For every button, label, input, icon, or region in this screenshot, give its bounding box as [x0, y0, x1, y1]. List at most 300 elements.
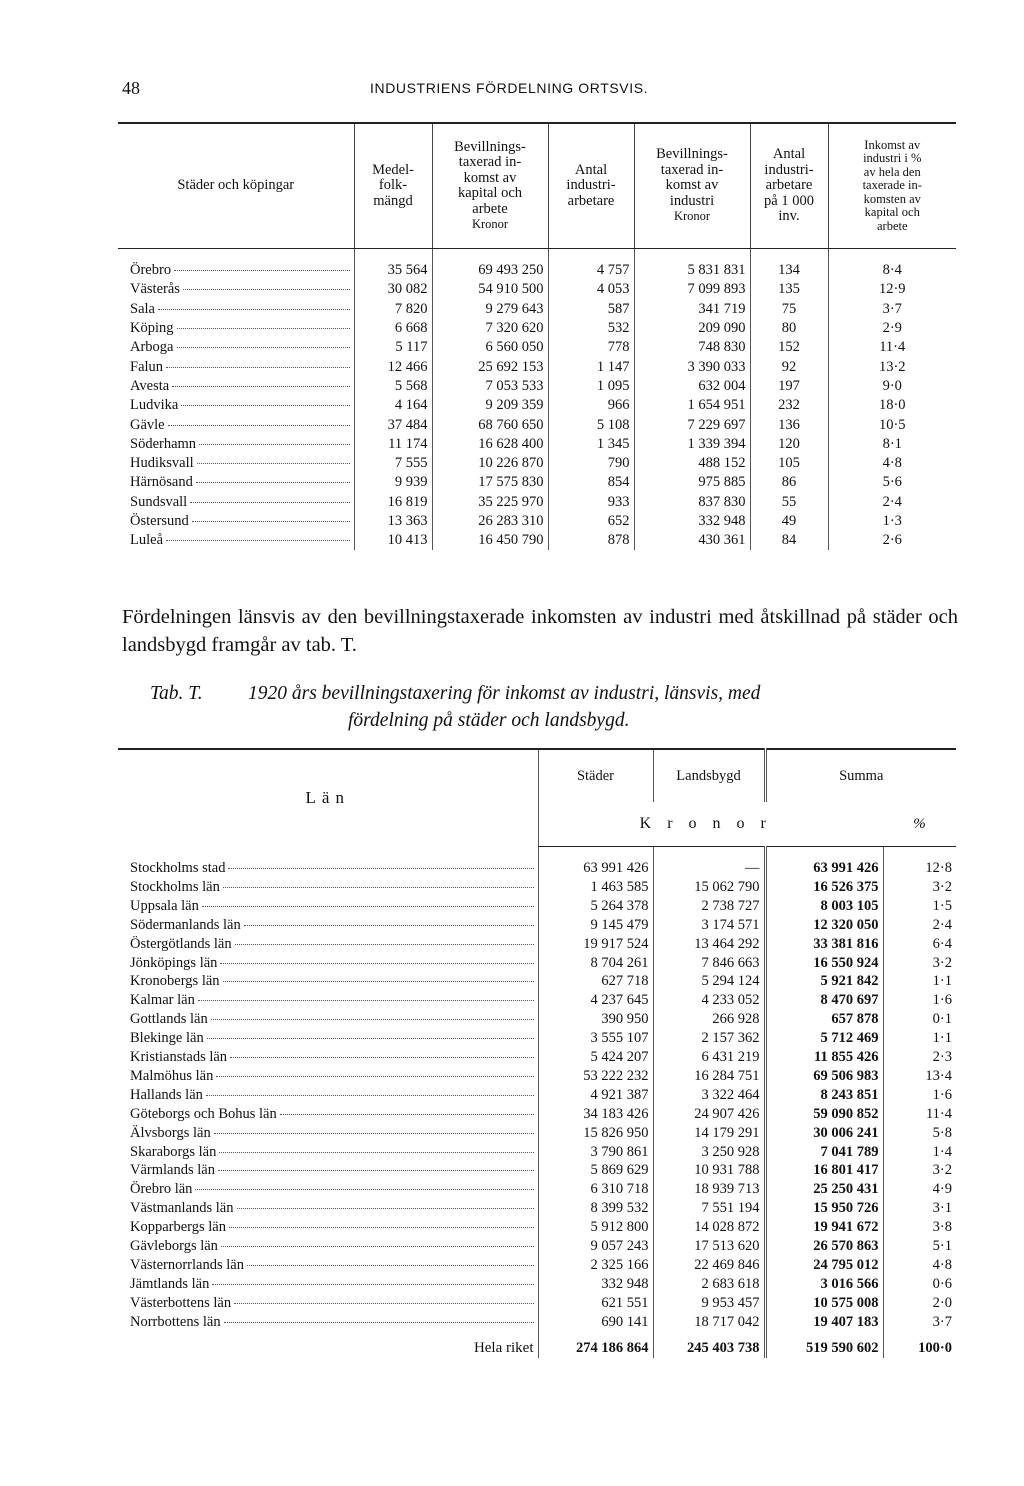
name-wrap [118, 1218, 538, 1237]
cell-share: 12·9 [828, 280, 956, 299]
cell-share: 2·4 [828, 493, 956, 512]
row-label: Söderhamn [130, 435, 197, 452]
row-name [118, 300, 354, 319]
leader-dots [199, 444, 349, 445]
leader-dots [237, 1208, 534, 1209]
row-label: Västernorrlands län [130, 1256, 244, 1273]
cell-pop: 7 555 [354, 454, 432, 473]
leader-dots [280, 1114, 534, 1115]
cell-workers: 4 757 [548, 249, 634, 281]
share-header-line: av hela den [863, 164, 921, 179]
name-wrap [118, 1180, 538, 1199]
table-row [118, 1048, 956, 1067]
cell-percent: 3·7 [883, 1312, 956, 1331]
page-number: 48 [122, 78, 140, 98]
leader-dots [220, 963, 533, 964]
cell-workers: 652 [548, 512, 634, 531]
table-row [118, 1312, 956, 1331]
cell-landsbygd: 15 062 790 [653, 878, 765, 897]
table-header-row [118, 123, 956, 249]
row-name [118, 847, 538, 878]
cell-stader: 53 222 232 [538, 1067, 653, 1086]
tax-industry-header-line: Bevillnings- [656, 146, 728, 163]
cell-percent: 0·1 [883, 1010, 956, 1029]
row-label: Härnösand [130, 474, 193, 491]
cell-stader: 621 551 [538, 1293, 653, 1312]
row-name [118, 897, 538, 916]
row-label: Uppsala län [130, 897, 199, 914]
cell-pop: 6 668 [354, 319, 432, 338]
table-row [118, 1086, 956, 1105]
cell-per-1000: 152 [750, 338, 828, 357]
name-wrap [118, 1294, 538, 1313]
name-wrap [118, 416, 354, 435]
table-row [118, 1237, 956, 1256]
cell-stader: 5 912 800 [538, 1218, 653, 1237]
name-wrap [118, 454, 354, 473]
total-percent: 100·0 [883, 1331, 956, 1358]
leader-dots [172, 386, 349, 387]
cell-stader: 6 310 718 [538, 1180, 653, 1199]
leader-dots [224, 1322, 534, 1323]
cell-landsbygd: 18 939 713 [653, 1180, 765, 1199]
cell-tax-industry: 1 654 951 [634, 396, 750, 415]
cell-per-1000: 232 [750, 396, 828, 415]
cell-landsbygd: 4 233 052 [653, 991, 765, 1010]
caption-line-2: fördelning på städer och landsbygd. [348, 710, 630, 731]
cell-stader: 19 917 524 [538, 935, 653, 954]
tax-capital-header-line: arbete [472, 200, 508, 217]
table-row [118, 1275, 956, 1294]
table-row [118, 300, 956, 319]
share-header-line: industri i % [863, 151, 922, 166]
row-name [118, 357, 354, 376]
cell-per-1000: 75 [750, 300, 828, 319]
col-header-city: Städer och köpingar [118, 123, 354, 249]
row-name [118, 991, 538, 1010]
workers-header-line: Antal [574, 161, 608, 178]
cell-per-1000: 84 [750, 531, 828, 550]
cell-workers: 1 345 [548, 435, 634, 454]
cell-workers: 790 [548, 454, 634, 473]
leader-dots [206, 1095, 534, 1096]
name-wrap [118, 935, 538, 954]
total-summa: 519 590 602 [765, 1331, 883, 1358]
leader-dots [166, 367, 349, 368]
name-wrap [118, 916, 538, 935]
leader-dots [158, 309, 350, 310]
cell-percent: 1·6 [883, 991, 956, 1010]
table-row [118, 531, 956, 550]
name-wrap [118, 1313, 538, 1332]
cell-share: 9·0 [828, 377, 956, 396]
row-label: Hallands län [130, 1086, 203, 1103]
leader-dots [228, 868, 533, 869]
cell-percent: 2·3 [883, 1048, 956, 1067]
row-name [118, 916, 538, 935]
cell-tax-capital: 69 493 250 [432, 249, 548, 281]
row-name [118, 377, 354, 396]
leader-dots [214, 1133, 534, 1134]
cell-tax-industry: 837 830 [634, 493, 750, 512]
cell-percent: 1·1 [883, 1029, 956, 1048]
cell-pop: 4 164 [354, 396, 432, 415]
row-label: Sala [130, 300, 155, 317]
per-1000-header-line: på 1 000 [764, 192, 814, 209]
cell-tax-capital: 68 760 650 [432, 415, 548, 434]
row-name [118, 512, 354, 531]
cell-workers: 4 053 [548, 280, 634, 299]
tax-industry-header-line: taxerad in- [660, 161, 724, 178]
cell-pop: 37 484 [354, 415, 432, 434]
row-name [118, 1199, 538, 1218]
row-name [118, 1161, 538, 1180]
cell-percent: 0·6 [883, 1275, 956, 1294]
name-wrap [118, 493, 354, 512]
name-wrap [118, 1105, 538, 1124]
name-wrap [118, 954, 538, 973]
row-label: Skaraborgs län [130, 1143, 217, 1160]
caption-line-1: 1920 års bevillningstaxering för inkomst av industri, länsvis, med [248, 683, 761, 704]
table-row [118, 991, 956, 1010]
cell-landsbygd: 18 717 042 [653, 1312, 765, 1331]
cell-share: 13·2 [828, 357, 956, 376]
cell-workers: 1 095 [548, 377, 634, 396]
cell-stader: 690 141 [538, 1312, 653, 1331]
table-row [118, 512, 956, 531]
cell-percent: 6·4 [883, 935, 956, 954]
table-row [118, 377, 956, 396]
cell-stader: 5 869 629 [538, 1161, 653, 1180]
table-row [118, 953, 956, 972]
cell-percent: 3·1 [883, 1199, 956, 1218]
row-name [118, 493, 354, 512]
per-1000-header-line: inv. [778, 208, 800, 225]
leader-dots [223, 981, 534, 982]
row-label: Ludvika [130, 397, 179, 414]
cell-per-1000: 134 [750, 249, 828, 281]
col-header-stader: Städer [538, 749, 653, 802]
cell-stader: 3 555 107 [538, 1029, 653, 1048]
name-wrap [118, 435, 354, 454]
cell-share: 10·5 [828, 415, 956, 434]
name-wrap [118, 396, 354, 415]
cell-workers: 878 [548, 531, 634, 550]
cell-tax-industry: 7 229 697 [634, 415, 750, 434]
row-label: Luleå [130, 532, 164, 549]
cell-percent: 1·4 [883, 1142, 956, 1161]
leader-dots [207, 1038, 534, 1039]
cell-landsbygd: 22 469 846 [653, 1256, 765, 1275]
cell-tax-industry: 332 948 [634, 512, 750, 531]
cell-workers: 5 108 [548, 415, 634, 434]
leader-dots [195, 1189, 533, 1190]
table-row [118, 1029, 956, 1048]
cell-pop: 11 174 [354, 435, 432, 454]
tax-industry-header-line: industri [669, 192, 715, 209]
row-label: Västerbottens län [130, 1294, 232, 1311]
table-row [118, 415, 956, 434]
cell-per-1000: 49 [750, 512, 828, 531]
cell-tax-capital: 6 560 050 [432, 338, 548, 357]
name-wrap [118, 531, 354, 550]
leader-dots [183, 289, 350, 290]
cell-percent: 3·2 [883, 1161, 956, 1180]
cell-summa: 8 243 851 [765, 1086, 883, 1105]
name-wrap [118, 1161, 538, 1180]
table-row [118, 878, 956, 897]
cell-stader: 9 057 243 [538, 1237, 653, 1256]
cell-landsbygd: 3 174 571 [653, 916, 765, 935]
cell-landsbygd: 3 250 928 [653, 1142, 765, 1161]
leader-dots [234, 1303, 533, 1304]
cell-stader: 390 950 [538, 1010, 653, 1029]
row-label: Malmöhus län [130, 1067, 214, 1084]
cell-stader: 5 264 378 [538, 897, 653, 916]
cell-summa: 7 041 789 [765, 1142, 883, 1161]
row-label: Kristianstads län [130, 1049, 228, 1066]
table-row [118, 1105, 956, 1124]
cell-tax-industry: 3 390 033 [634, 357, 750, 376]
table-header-row [118, 749, 956, 802]
name-wrap [118, 473, 354, 492]
total-stader: 274 186 864 [538, 1331, 653, 1358]
table-row [118, 1067, 956, 1086]
row-label: Blekinge län [130, 1030, 204, 1047]
cell-summa: 33 381 816 [765, 935, 883, 954]
cell-share: 11·4 [828, 338, 956, 357]
name-wrap [118, 338, 354, 357]
cell-stader: 9 145 479 [538, 916, 653, 935]
cell-percent: 4·8 [883, 1256, 956, 1275]
cell-pop: 5 117 [354, 338, 432, 357]
running-title: INDUSTRIENS FÖRDELNING ORTSVIS. [370, 80, 649, 96]
cell-stader: 5 424 207 [538, 1048, 653, 1067]
cell-tax-capital: 16 450 790 [432, 531, 548, 550]
cell-stader: 63 991 426 [538, 847, 653, 878]
row-label: Stockholms län [130, 879, 220, 896]
row-label: Örebro län [130, 1181, 193, 1198]
row-name [118, 1067, 538, 1086]
row-label: Norrbottens län [130, 1313, 221, 1330]
row-name [118, 878, 538, 897]
leader-dots [244, 925, 534, 926]
pop-header-line: folk- [378, 177, 408, 194]
name-wrap [118, 897, 538, 916]
cell-per-1000: 135 [750, 280, 828, 299]
cell-summa: 25 250 431 [765, 1180, 883, 1199]
cell-workers: 966 [548, 396, 634, 415]
row-name [118, 338, 354, 357]
cell-summa: 19 941 672 [765, 1218, 883, 1237]
county-industry-table [118, 748, 956, 1358]
table-row [118, 1218, 956, 1237]
row-label: Jönköpings län [130, 954, 218, 971]
table-row [118, 396, 956, 415]
name-wrap [118, 1086, 538, 1105]
row-label: Västerås [130, 281, 180, 298]
row-label: Kopparbergs län [130, 1219, 226, 1236]
workers-header-line: industri- [566, 177, 616, 194]
cell-share: 18·0 [828, 396, 956, 415]
leader-dots [219, 1152, 533, 1153]
row-name [118, 1218, 538, 1237]
row-name [118, 249, 354, 281]
table-row [118, 1142, 956, 1161]
cell-tax-capital: 7 320 620 [432, 319, 548, 338]
cell-tax-capital: 9 209 359 [432, 396, 548, 415]
name-wrap [118, 991, 538, 1010]
cell-stader: 4 921 387 [538, 1086, 653, 1105]
cell-summa: 16 550 924 [765, 953, 883, 972]
cell-tax-capital: 10 226 870 [432, 454, 548, 473]
row-label: Älvsborgs län [130, 1124, 211, 1141]
row-label: Örebro [130, 262, 172, 279]
cell-summa: 63 991 426 [765, 847, 883, 878]
row-label: Gävle [130, 416, 165, 433]
cell-tax-capital: 7 053 533 [432, 377, 548, 396]
workers-header-line: arbetare [567, 192, 615, 209]
row-name [118, 1180, 538, 1199]
share-header-line: komsten av [863, 191, 921, 206]
cell-landsbygd: 2 738 727 [653, 897, 765, 916]
row-label: Sundsvall [130, 493, 188, 510]
name-wrap [118, 280, 354, 299]
cell-share: 4·8 [828, 454, 956, 473]
cell-tax-capital: 9 279 643 [432, 300, 548, 319]
per-1000-header-line: Antal [772, 146, 806, 163]
cell-landsbygd: 13 464 292 [653, 935, 765, 954]
cell-summa: 8 003 105 [765, 897, 883, 916]
table-row [118, 280, 956, 299]
table-row [118, 1199, 956, 1218]
table-row [118, 1161, 956, 1180]
cell-landsbygd: 14 028 872 [653, 1218, 765, 1237]
leader-dots [198, 1000, 534, 1001]
col-header-percent: % [883, 802, 956, 847]
table-row [118, 1010, 956, 1029]
cell-workers: 854 [548, 473, 634, 492]
col-header-share [828, 123, 956, 249]
share-header-line: arbete [876, 218, 908, 233]
name-wrap [118, 1199, 538, 1218]
row-name [118, 1256, 538, 1275]
leader-dots [235, 944, 534, 945]
cell-tax-industry: 488 152 [634, 454, 750, 473]
cell-workers: 1 147 [548, 357, 634, 376]
cell-tax-industry: 1 339 394 [634, 435, 750, 454]
cell-pop: 30 082 [354, 280, 432, 299]
table-row [118, 249, 956, 281]
table-row [118, 916, 956, 935]
cell-tax-industry: 209 090 [634, 319, 750, 338]
cell-workers: 778 [548, 338, 634, 357]
table-row [118, 1293, 956, 1312]
cell-summa: 69 506 983 [765, 1067, 883, 1086]
row-label: Falun [130, 358, 164, 375]
cell-percent: 5·1 [883, 1237, 956, 1256]
leader-dots [177, 328, 350, 329]
cell-pop: 12 466 [354, 357, 432, 376]
share-header-line: taxerade in- [862, 178, 922, 193]
name-wrap [118, 1275, 538, 1294]
row-name [118, 1275, 538, 1294]
cell-landsbygd: — [653, 847, 765, 878]
cell-tax-capital: 26 283 310 [432, 512, 548, 531]
name-wrap [118, 1010, 538, 1029]
col-header-lan: Län [118, 749, 538, 847]
table-row [118, 972, 956, 991]
cell-share: 1·3 [828, 512, 956, 531]
leader-dots [166, 540, 349, 541]
cell-tax-capital: 35 225 970 [432, 493, 548, 512]
row-name [118, 454, 354, 473]
cell-percent: 2·0 [883, 1293, 956, 1312]
leader-dots [190, 502, 349, 503]
cell-landsbygd: 9 953 457 [653, 1293, 765, 1312]
cell-landsbygd: 266 928 [653, 1010, 765, 1029]
row-label: Gottlands län [130, 1011, 208, 1028]
leader-dots [174, 270, 349, 271]
cell-stader: 8 704 261 [538, 953, 653, 972]
pop-header-line: mängd [373, 192, 413, 209]
cell-workers: 532 [548, 319, 634, 338]
row-name [118, 1086, 538, 1105]
cell-pop: 13 363 [354, 512, 432, 531]
tax-industry-header-line: Kronor [673, 209, 711, 224]
row-name [118, 396, 354, 415]
cell-stader: 1 463 585 [538, 878, 653, 897]
per-1000-header-line: arbetare [765, 177, 813, 194]
cell-per-1000: 120 [750, 435, 828, 454]
total-label: Hela riket [473, 1340, 534, 1357]
cell-summa: 26 570 863 [765, 1237, 883, 1256]
row-name [118, 319, 354, 338]
name-wrap [118, 1048, 538, 1067]
cell-percent: 11·4 [883, 1105, 956, 1124]
cities-industry-table [118, 122, 956, 550]
cell-per-1000: 136 [750, 415, 828, 434]
table-caption [150, 680, 950, 734]
leader-dots [247, 1265, 534, 1266]
cell-landsbygd: 6 431 219 [653, 1048, 765, 1067]
cell-percent: 2·4 [883, 916, 956, 935]
name-wrap [118, 319, 354, 338]
table-row [118, 454, 956, 473]
cell-share: 2·9 [828, 319, 956, 338]
cell-stader: 8 399 532 [538, 1199, 653, 1218]
cell-tax-industry: 430 361 [634, 531, 750, 550]
page-header [122, 78, 952, 102]
total-landsbygd: 245 403 738 [653, 1331, 765, 1358]
tax-capital-header-line: Bevillnings- [454, 138, 526, 155]
cell-per-1000: 197 [750, 377, 828, 396]
row-label: Hudiksvall [130, 455, 194, 472]
row-label: Jämtlands län [130, 1275, 210, 1292]
cell-landsbygd: 3 322 464 [653, 1086, 765, 1105]
cell-landsbygd: 7 551 194 [653, 1199, 765, 1218]
table-row [118, 897, 956, 916]
cell-tax-capital: 16 628 400 [432, 435, 548, 454]
table-row [118, 1180, 956, 1199]
cell-stader: 3 790 861 [538, 1142, 653, 1161]
cell-stader: 34 183 426 [538, 1105, 653, 1124]
name-wrap [118, 300, 354, 319]
cell-tax-industry: 341 719 [634, 300, 750, 319]
col-header-summa: Summa [765, 749, 956, 802]
row-name [118, 1237, 538, 1256]
cell-percent: 1·1 [883, 972, 956, 991]
